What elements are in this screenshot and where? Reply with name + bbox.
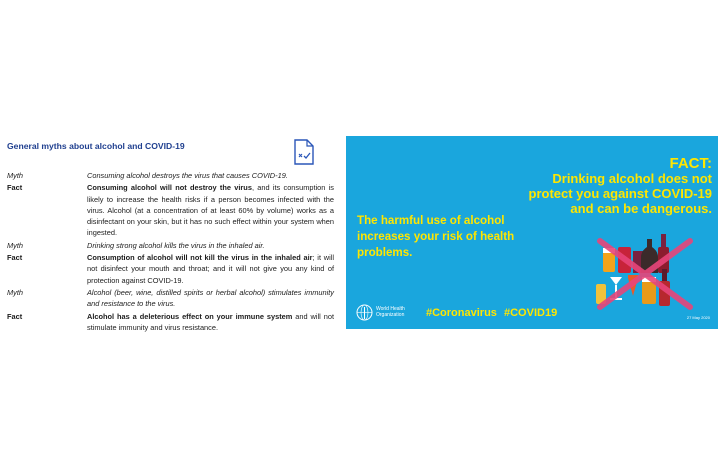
document-check-icon	[292, 139, 316, 166]
org-name-line: World Health	[376, 305, 405, 312]
who-fact-card	[346, 136, 718, 329]
myth-label: Myth	[7, 171, 24, 180]
harm-message: The harmful use of alcohol increases your risk of health problems.	[357, 214, 515, 259]
myth-fact-list	[7, 170, 334, 333]
fact-label: Fact	[7, 183, 23, 193]
org-name-line: Organization	[376, 311, 405, 318]
fact-bold-text: Consuming alcohol will not destroy the virus	[87, 183, 252, 193]
myth-label: Myth	[7, 287, 24, 297]
myth-row	[7, 287, 334, 310]
myth-text: Drinking strong alcohol kills the virus in the inhaled air.	[87, 240, 265, 250]
card-date: 27 May 2020	[686, 315, 710, 320]
document-title: General myths about alcohol and COVID-19	[7, 141, 185, 151]
fact-row	[7, 252, 334, 286]
who-emblem-icon	[356, 304, 373, 321]
fact-text: and will not stimulate immunity and virus resistance.	[87, 311, 335, 332]
fact-line: and can be dangerous.	[570, 201, 712, 216]
fact-row	[7, 182, 334, 238]
fact-label: Fact	[7, 311, 23, 321]
hashtag-covid19: #COVID19	[504, 307, 558, 319]
myth-label: Myth	[7, 240, 24, 250]
myth-text: Alcohol (beer, wine, distilled spirits or herbal alcohol) stimulates immunity and resistance to the virus.	[87, 287, 334, 309]
hashtag-coronavirus: #Coronavirus	[426, 307, 497, 319]
myth-row	[7, 240, 334, 251]
myth-text: Consuming alcohol destroys the virus that causes COVID-19.	[87, 171, 288, 180]
fact-line: Drinking alcohol does not	[552, 171, 712, 186]
fact-text: , and its consumption is likely to increase the health risks if a person becomes infected with the virus. Alcohol (at a concentration of at least 60% by volume) works as a disinfectant on your skin, but it has no such effect within your system when ingested.	[87, 183, 334, 238]
fact-label: FACT:	[669, 155, 712, 172]
fact-bold-text: Alcohol has a deleterious effect on your immune system	[87, 311, 293, 321]
myths-document	[0, 0, 342, 470]
fact-row	[7, 311, 334, 334]
who-brand	[356, 304, 416, 321]
fact-bold-text: Consumption of alcohol will not kill the virus in the inhaled air	[87, 253, 313, 263]
fact-text: ; it will not disinfect your mouth and throat; and it will not give you any kind of protection against COVID-19.	[87, 253, 334, 285]
myth-row	[7, 170, 334, 181]
fact-label: Fact	[7, 253, 23, 263]
fact-line: protect you against COVID-19	[528, 186, 712, 201]
crossed-out-alcohol-drinks-illustration	[590, 229, 710, 314]
fact-heading	[529, 156, 712, 216]
